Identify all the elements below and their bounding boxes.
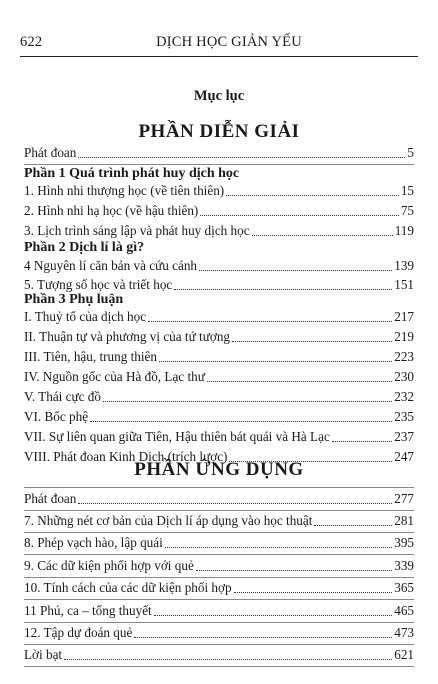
toc-entry-page: 247: [394, 449, 414, 464]
toc-entry-title: 4 Nguyên lí căn bản và cứu cánh: [24, 258, 198, 273]
toc-entry-page: 219: [394, 329, 414, 344]
toc-entry-title: 8. Phép vạch hào, lập quái: [24, 535, 163, 550]
section-heading: Phần 3 Phụ luận: [24, 292, 124, 307]
toc-entry-page: 223: [394, 349, 414, 364]
toc-entry-title: 9. Các dữ kiện phối hợp với quẻ: [24, 558, 194, 573]
toc-entry[interactable]: [24, 347, 414, 367]
header-divider: [20, 56, 418, 57]
running-header: [20, 34, 418, 56]
toc-entry-title: 1. Hình nhi thượng học (về tiên thiên): [24, 183, 225, 198]
toc-entry[interactable]: [24, 623, 414, 643]
dot-leader: [154, 615, 393, 616]
toc-entry[interactable]: [24, 367, 414, 387]
toc-entry[interactable]: [24, 578, 414, 598]
dot-leader: [199, 270, 392, 271]
toc-entry[interactable]: [24, 407, 414, 427]
dot-leader: [234, 592, 393, 593]
part-heading-ung-dung: PHẦN ỨNG DỤNG: [134, 459, 304, 480]
toc-entry-page: 5: [407, 145, 414, 160]
dot-leader: [200, 215, 398, 216]
toc-entry-title: 10. Tính cách của các dữ kiện phối hợp: [24, 580, 232, 595]
toc-entry[interactable]: [24, 556, 414, 576]
toc-entry[interactable]: [24, 387, 414, 407]
toc-entry[interactable]: [24, 181, 414, 201]
toc-entry-title: V. Thái cực đồ: [24, 389, 101, 404]
toc-entry-page: 365: [394, 580, 414, 595]
toc-entry-page: 281: [394, 513, 414, 528]
dot-leader: [78, 503, 392, 504]
toc-entry-title: 5. Tượng số học và triết học: [24, 277, 173, 292]
toc-entry-page: 15: [400, 183, 414, 198]
toc-entry-page: 119: [394, 223, 414, 238]
toc-entry[interactable]: [24, 489, 414, 509]
toc-entry-page: 237: [394, 429, 414, 444]
toc-entry-title: 12. Tập dự đoán quẻ: [24, 625, 133, 640]
dot-leader: [165, 547, 392, 548]
toc-entry-title: 2. Hình nhi hạ học (về hậu thiên): [24, 203, 199, 218]
toc-entry-page: 235: [394, 409, 414, 424]
dot-leader: [78, 157, 405, 158]
toc-entry-title: Lời bạt: [24, 647, 63, 662]
part-heading-dien-giai: PHẦN DIỄN GIẢI: [138, 121, 300, 142]
divider-line: [24, 487, 414, 488]
toc-entry-title: IV. Nguồn gốc của Hà đồ, Lạc thư: [24, 369, 205, 384]
toc-entry-title: I. Thuỷ tổ của dịch học: [24, 309, 147, 324]
dot-leader: [207, 381, 392, 382]
dot-leader: [64, 659, 392, 660]
dot-leader: [252, 235, 393, 236]
toc-entry-title: 7. Những nét cơ bản của Dịch lí áp dụng vào học thuật: [24, 513, 313, 528]
toc-entry-page: 277: [394, 491, 414, 506]
toc-entry-title: III. Tiên, hậu, trung thiên: [24, 349, 157, 364]
dot-leader: [196, 570, 392, 571]
toc-entry[interactable]: [24, 256, 414, 276]
toc-entry-page: 230: [394, 369, 414, 384]
toc-entry-page: 75: [400, 203, 414, 218]
toc-entry[interactable]: [24, 511, 414, 531]
toc-entry-page: 473: [394, 625, 414, 640]
dot-leader: [314, 525, 392, 526]
toc-entry[interactable]: [24, 307, 414, 327]
toc-entry-page: 139: [394, 258, 414, 273]
toc-entry-title: Phát đoan: [24, 145, 77, 160]
toc-entry-title: 3. Lịch trình sáng lập và phát huy dịch học: [24, 223, 250, 238]
toc-entry-title: II. Thuận tự và phương vị của tứ tượng: [24, 329, 231, 344]
dot-leader: [103, 401, 392, 402]
toc-entry[interactable]: [24, 327, 414, 347]
toc-entry-title: 11 Phú, ca – tổng thuyết: [24, 603, 152, 618]
dot-leader: [232, 341, 392, 342]
toc-entry-title: Phát đoan: [24, 491, 77, 506]
section-heading: Phần 2 Dịch lí là gì?: [24, 240, 145, 255]
divider-line: [24, 164, 414, 165]
toc-entry[interactable]: [24, 427, 414, 447]
dot-leader: [332, 441, 392, 442]
toc-entry-page: 465: [394, 603, 414, 618]
book-title: DỊCH HỌC GIẢN YẾU: [156, 34, 302, 50]
dot-leader: [159, 361, 392, 362]
dot-leader: [90, 421, 392, 422]
dot-leader: [148, 321, 392, 322]
toc-entry[interactable]: [24, 645, 414, 665]
divider-line: [24, 666, 414, 667]
toc-entry-page: 339: [394, 558, 414, 573]
toc-entry-title: VI. Bốc phệ: [24, 409, 89, 424]
toc-entry[interactable]: [24, 221, 414, 241]
toc-entry[interactable]: [24, 143, 414, 163]
toc-title: Mục lục: [193, 88, 245, 104]
divider-line: [24, 599, 414, 600]
toc-entry-title: VIII. Phát đoan Kinh Dịch (trích lược): [24, 449, 228, 464]
toc-entry-page: 621: [394, 647, 414, 662]
toc-entry-page: 151: [394, 277, 414, 292]
dot-leader: [134, 637, 392, 638]
toc-entry-page: 232: [394, 389, 414, 404]
dot-leader: [174, 289, 392, 290]
toc-entry[interactable]: [24, 601, 414, 621]
toc-entry-title: VII. Sự liên quan giữa Tiên, Hậu thiên bát quái và Hà Lạc: [24, 429, 330, 444]
toc-entry-page: 395: [394, 535, 414, 550]
dot-leader: [226, 195, 399, 196]
page-number: 622: [20, 34, 43, 50]
section-heading: Phần 1 Quá trình phát huy dịch học: [24, 166, 240, 181]
toc-entry-page: 217: [394, 309, 414, 324]
divider-line: [24, 554, 414, 555]
toc-entry[interactable]: [24, 533, 414, 553]
toc-entry[interactable]: [24, 201, 414, 221]
